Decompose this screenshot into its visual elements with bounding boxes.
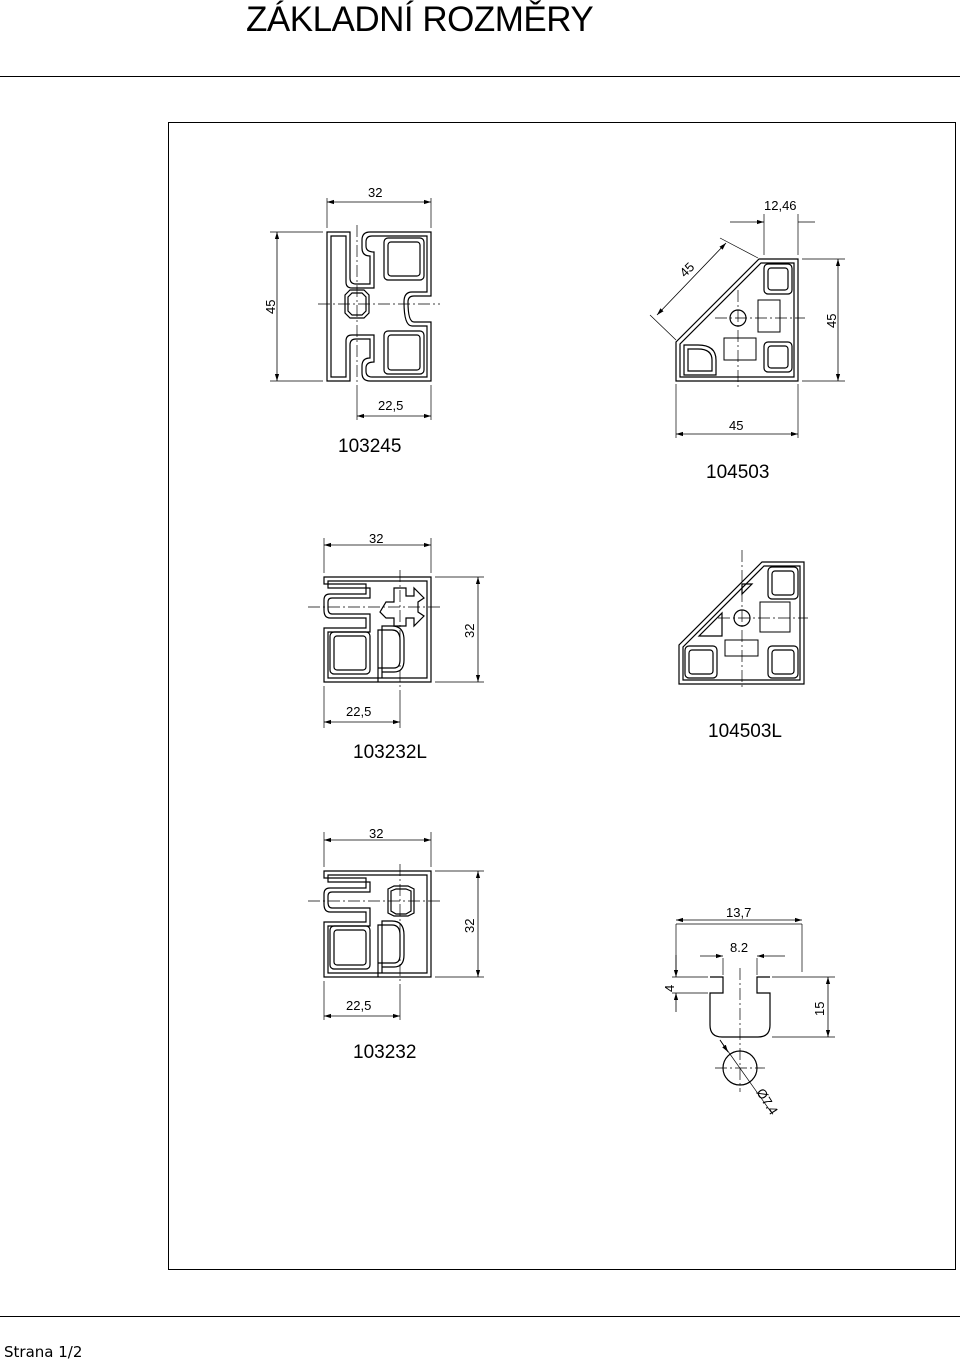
profile-code-103245: 103245 <box>338 436 402 457</box>
dim-103232-width: 32 <box>369 826 384 841</box>
dim-slot-outer: 13,7 <box>726 905 752 920</box>
dim-104503-width: 45 <box>729 418 744 433</box>
page-number: Strana 1/2 <box>4 1343 83 1361</box>
dim-103232-slot-offset: 22,5 <box>346 998 372 1013</box>
dim-slot-lip: 4 <box>662 984 677 992</box>
profile-code-103232: 103232 <box>353 1042 417 1063</box>
profile-103245 <box>270 198 440 420</box>
footer-rule <box>0 1316 960 1317</box>
dim-103245-height: 45 <box>263 299 278 314</box>
dim-103232L-height: 32 <box>462 623 477 638</box>
dim-103232L-slot-offset: 22,5 <box>346 704 372 719</box>
dim-slot-inner: 8.2 <box>730 940 749 955</box>
dim-104503-offset: 12,46 <box>764 198 797 213</box>
profile-code-104503: 104503 <box>706 462 770 483</box>
slot-detail <box>672 920 835 1112</box>
profile-103232L <box>308 538 484 728</box>
profile-code-104503L: 104503L <box>708 721 782 742</box>
dim-slot-depth: 15 <box>812 1001 827 1016</box>
dim-103245-width: 32 <box>368 185 383 200</box>
dim-103245-slot-offset: 22,5 <box>378 398 404 413</box>
profile-104503 <box>650 214 845 438</box>
dim-slot-hole: Ø7.4 <box>753 1085 782 1118</box>
page-title: ZÁKLADNÍ ROZMĚRY <box>246 0 594 39</box>
dim-103232-height: 32 <box>462 918 477 933</box>
dim-104503-diagonal: 45 <box>676 259 698 281</box>
profile-104503L <box>679 550 808 690</box>
profile-103232 <box>308 832 484 1020</box>
profile-code-103232L: 103232L <box>353 742 427 763</box>
dim-104503-height: 45 <box>824 313 839 328</box>
dim-103232L-width: 32 <box>369 531 384 546</box>
